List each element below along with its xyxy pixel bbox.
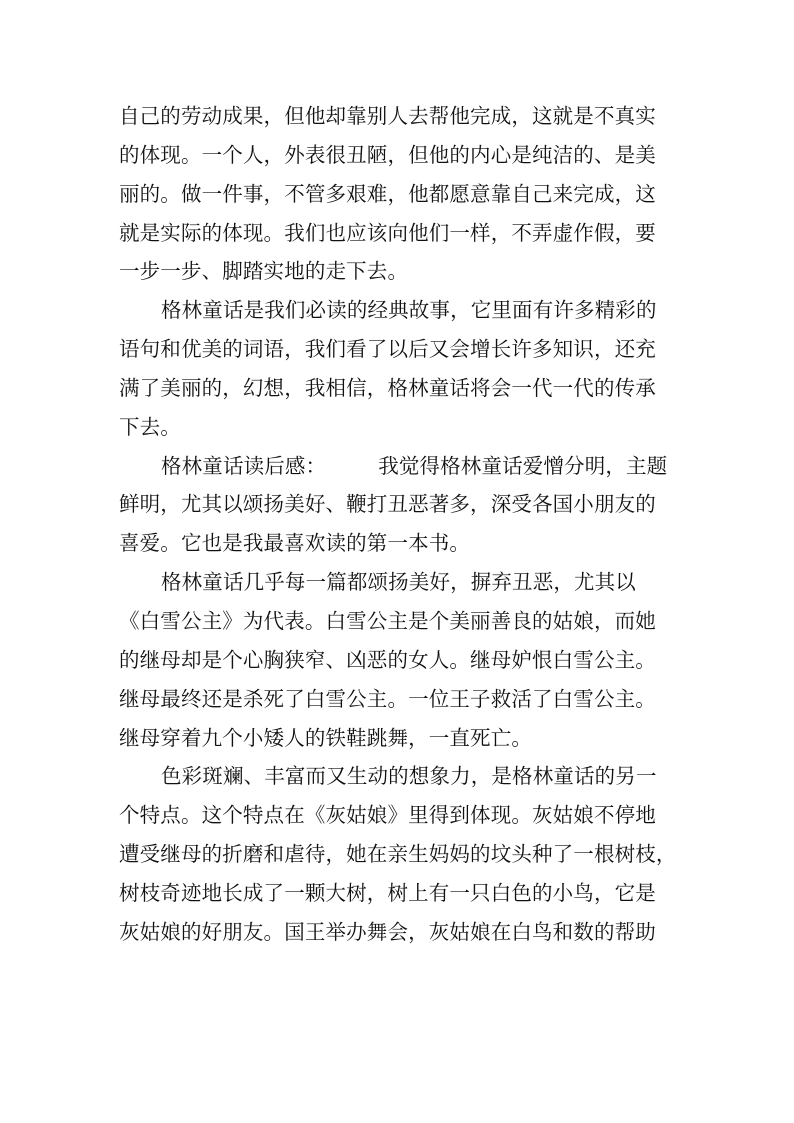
paragraph-4-line-4: 继母最终还是杀死了白雪公主。一位王子救活了白雪公主。 — [119, 686, 656, 711]
paragraph-5-line-2: 个特点。这个特点在《灰姑娘》里得到体现。灰姑娘不停地 — [119, 803, 656, 828]
paragraph-1-line-5: 一步一步、脚踏实地的走下去。 — [119, 259, 409, 284]
paragraph-2-line-2: 语句和优美的词语，我们看了以后又会增长许多知识，还充 — [119, 337, 656, 362]
paragraph-3-line-1-text: 我觉得格林童话爱憎分明，主题 — [378, 453, 668, 478]
paragraph-1-line-2: 的体现。一个人，外表很丑陋，但他的内心是纯洁的、是美 — [119, 142, 656, 167]
paragraph-1-line-1: 自己的劳动成果，但他却靠别人去帮他完成，这就是不真实 — [119, 104, 656, 128]
paragraph-5-line-5: 灰姑娘的好朋友。国王举办舞会，灰姑娘在白鸟和数的帮助 — [119, 919, 656, 944]
paragraph-5-line-1: 色彩斑斓、丰富而又生动的想象力，是格林童话的另一 — [161, 764, 657, 789]
paragraph-1-line-4: 就是实际的体现。我们也应该向他们一样，不弄虚作假，要 — [119, 220, 656, 245]
paragraph-2-line-4: 下去。 — [119, 414, 181, 439]
paragraph-3-line-3: 喜爱。它也是我最喜欢读的第一本书。 — [119, 531, 471, 556]
paragraph-4-line-3: 的继母却是个心胸狭窄、凶恶的女人。继母妒恨白雪公主。 — [119, 647, 656, 672]
paragraph-2-line-3: 满了美丽的，幻想，我相信，格林童话将会一代一代的传承 — [119, 375, 656, 400]
essay-title: 格林童话读后感： — [161, 453, 327, 478]
paragraph-5-line-3: 遭受继母的折磨和虐待，她在亲生妈妈的坟头种了一根树枝， — [119, 842, 677, 867]
paragraph-3-line-2: 鲜明，尤其以颂扬美好、鞭打丑恶著多，深受各国小朋友的 — [119, 492, 656, 517]
paragraph-4-line-2: 《白雪公主》为代表。白雪公主是个美丽善良的姑娘，而她 — [119, 608, 656, 633]
paragraph-5-line-4: 树枝奇迹地长成了一颗大树，树上有一只白色的小鸟，它是 — [119, 880, 656, 905]
paragraph-4-line-1: 格林童话几乎每一篇都颂扬美好，摒弃丑恶，尤其以 — [161, 570, 636, 595]
body-text — [119, 97, 679, 952]
paragraph-2-line-1: 格林童话是我们必读的经典故事，它里面有许多精彩的 — [161, 298, 657, 323]
paragraph-1-line-3: 丽的。做一件事，不管多艰难，他都愿意靠自己来完成，这 — [119, 181, 656, 206]
paragraph-4-line-5: 继母穿着九个小矮人的铁鞋跳舞，一直死亡。 — [119, 725, 532, 750]
paragraph-3-line-1 — [119, 447, 679, 486]
